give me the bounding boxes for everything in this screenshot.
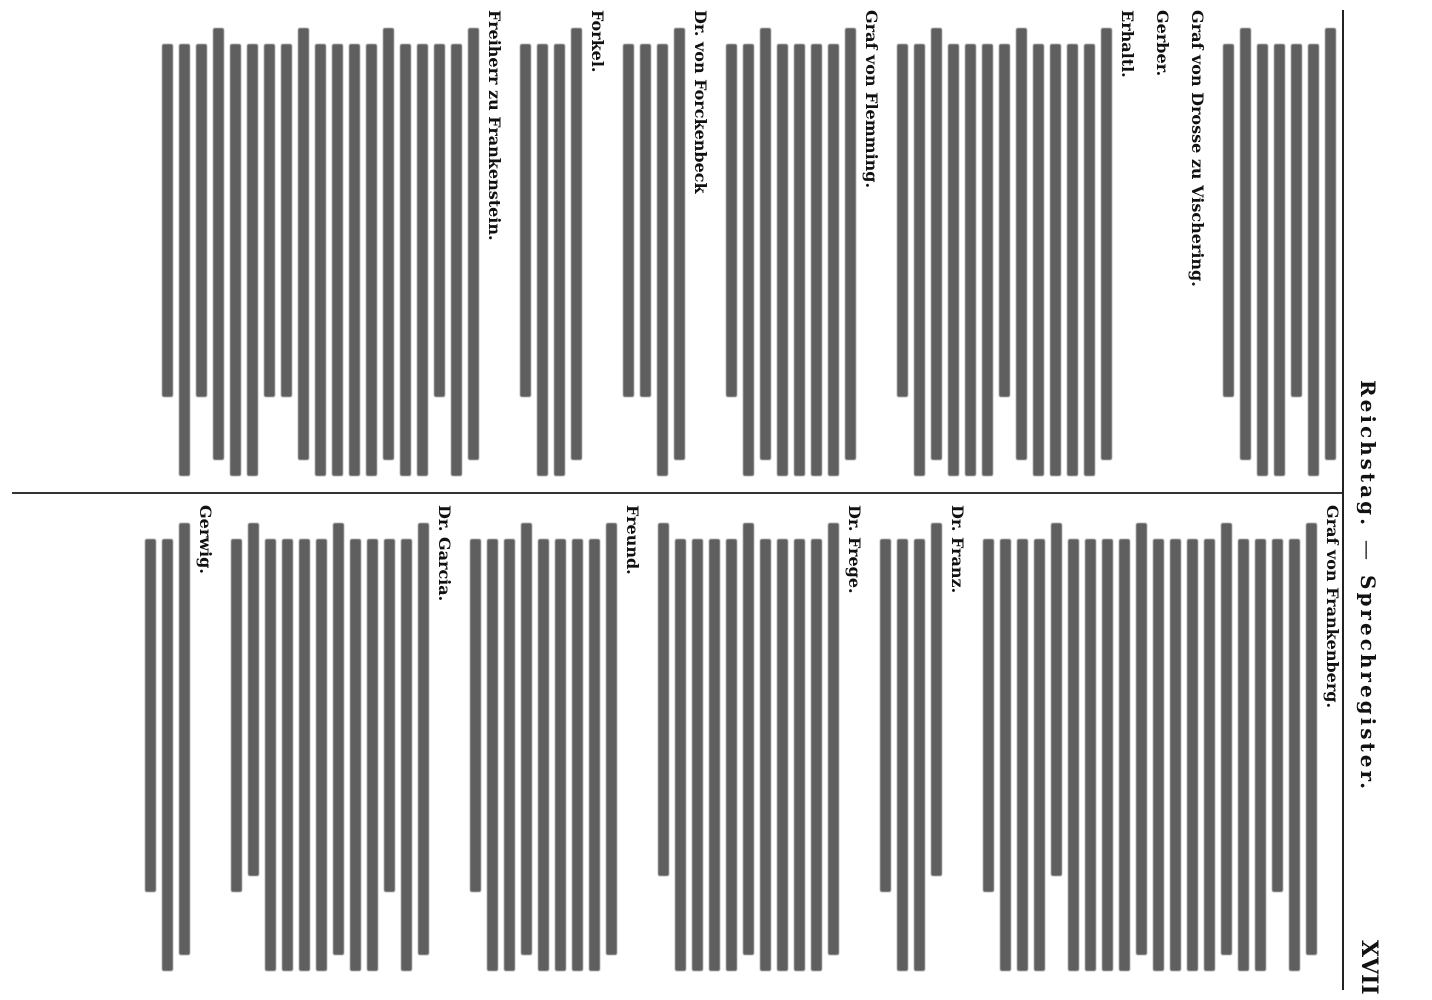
illegible-text-line [1306, 523, 1317, 955]
illegible-text-line [1085, 539, 1096, 971]
illegible-text-line [281, 44, 292, 397]
illegible-text-line [333, 523, 344, 955]
illegible-text-line [230, 44, 241, 476]
illegible-text-line [265, 539, 276, 971]
illegible-text-line [350, 539, 361, 971]
illegible-text-line [1101, 28, 1112, 460]
illegible-text-line [965, 44, 976, 476]
illegible-text-line [162, 44, 173, 397]
entry-name: Dr. Franz. [948, 505, 967, 594]
register-entry [162, 10, 504, 480]
illegible-text-line [1033, 44, 1044, 476]
register-entry [983, 505, 1342, 975]
illegible-text-line [1325, 28, 1336, 460]
illegible-text-line [282, 539, 293, 971]
illegible-text-line [828, 523, 839, 955]
illegible-text-line [1187, 539, 1198, 971]
register-entry [1188, 10, 1207, 480]
register-entry [520, 10, 607, 480]
illegible-text-line [931, 28, 942, 460]
illegible-text-line [315, 44, 326, 476]
illegible-text-line [470, 539, 481, 892]
register-entry [231, 505, 454, 975]
illegible-text-line [828, 44, 839, 476]
illegible-text-line [264, 44, 275, 397]
illegible-text-line [366, 44, 377, 476]
illegible-text-line [248, 523, 259, 876]
entry-name: Erhaltl. [1118, 10, 1137, 78]
illegible-text-line [316, 539, 327, 971]
entry-name: Freund. [623, 505, 642, 575]
illegible-text-line [383, 28, 394, 460]
illegible-text-line [521, 523, 532, 955]
illegible-text-line [162, 539, 173, 971]
left-column [12, 10, 1342, 480]
illegible-text-line [589, 539, 600, 971]
entry-name: Graf von Frankenberg. [1323, 505, 1342, 709]
illegible-text-line [948, 44, 959, 476]
illegible-text-line [726, 44, 737, 397]
right-column [12, 505, 1342, 975]
illegible-text-line [1051, 523, 1062, 876]
illegible-text-line [554, 44, 565, 476]
illegible-text-line [1153, 539, 1164, 971]
illegible-text-line [1223, 44, 1234, 397]
illegible-text-line [367, 539, 378, 971]
illegible-text-line [538, 539, 549, 971]
illegible-text-line [692, 539, 703, 971]
illegible-text-line [1136, 523, 1147, 955]
entry-name: Dr. Garcia. [435, 505, 454, 602]
illegible-text-line [931, 523, 942, 876]
illegible-text-line [726, 539, 737, 971]
entry-name: Dr. von Forckenbeck [691, 10, 710, 194]
running-head-left: Reichstag. [1356, 380, 1380, 529]
illegible-text-line [1170, 539, 1181, 971]
illegible-text-line [743, 44, 754, 476]
illegible-text-line [811, 539, 822, 971]
illegible-text-line [555, 539, 566, 971]
illegible-text-line [606, 523, 617, 955]
illegible-text-line [794, 539, 805, 971]
register-entry [623, 10, 710, 480]
illegible-text-line [1017, 539, 1028, 971]
illegible-text-line [657, 44, 668, 476]
register-entry [1223, 10, 1336, 480]
illegible-text-line [880, 539, 891, 892]
running-head [1350, 0, 1390, 1000]
illegible-text-line [811, 44, 822, 476]
illegible-text-line [487, 539, 498, 971]
entry-name: Freiherr zu Frankenstein. [485, 10, 504, 241]
illegible-text-line [520, 44, 531, 397]
entry-name: Gerwig. [196, 505, 215, 574]
illegible-text-line [1000, 539, 1011, 971]
illegible-text-line [1274, 44, 1285, 476]
illegible-text-line [1221, 523, 1232, 955]
illegible-text-line [145, 539, 156, 892]
illegible-text-line [982, 44, 993, 476]
illegible-text-line [1308, 44, 1319, 476]
illegible-text-line [196, 44, 207, 397]
register-entry [897, 10, 1137, 480]
illegible-text-line [1016, 28, 1027, 460]
illegible-text-line [1255, 539, 1266, 971]
illegible-text-line [845, 28, 856, 460]
illegible-text-line [709, 539, 720, 971]
illegible-text-line [434, 44, 445, 397]
entry-name: Graf von Drosse zu Vischering. [1188, 10, 1207, 287]
column-divider [12, 492, 1342, 494]
illegible-text-line [468, 28, 479, 460]
register-entry [1153, 10, 1172, 480]
illegible-text-line [213, 28, 224, 460]
illegible-text-line [623, 44, 634, 397]
illegible-text-line [777, 539, 788, 971]
illegible-text-line [760, 539, 771, 971]
illegible-text-line [1034, 539, 1045, 971]
illegible-text-line [1238, 539, 1249, 971]
register-entry [880, 505, 967, 975]
illegible-text-line [384, 539, 395, 892]
illegible-text-line [247, 44, 258, 476]
illegible-text-line [400, 44, 411, 476]
entry-name: Gerber. [1153, 10, 1172, 77]
illegible-text-line [658, 523, 669, 876]
illegible-text-line [675, 539, 686, 971]
running-head-dash: — [1356, 540, 1380, 560]
entry-name: Dr. Frege. [845, 505, 864, 594]
entry-name: Forkel. [588, 10, 607, 73]
illegible-text-line [1050, 44, 1061, 476]
illegible-text-line [1289, 539, 1300, 971]
running-head-right: Sprechregister. [1356, 575, 1380, 793]
illegible-text-line [572, 539, 583, 971]
illegible-text-line [897, 539, 908, 971]
illegible-text-line [674, 28, 685, 460]
illegible-text-line [1067, 44, 1078, 476]
illegible-text-line [537, 44, 548, 476]
illegible-text-line [298, 28, 309, 460]
illegible-text-line [418, 523, 429, 955]
illegible-text-line [897, 44, 908, 397]
illegible-text-line [504, 539, 515, 971]
illegible-text-line [760, 28, 771, 460]
register-entry [145, 505, 215, 975]
illegible-text-line [1291, 44, 1302, 397]
illegible-text-line [451, 44, 462, 476]
register-entry [658, 505, 864, 975]
illegible-text-line [983, 539, 994, 892]
illegible-text-line [999, 44, 1010, 397]
illegible-text-line [640, 44, 651, 397]
illegible-text-line [299, 539, 310, 971]
entry-name: Graf von Flemming. [862, 10, 881, 189]
header-rule [1342, 10, 1344, 990]
illegible-text-line [1102, 539, 1113, 971]
illegible-text-line [1068, 539, 1079, 971]
illegible-text-line [743, 523, 754, 955]
illegible-text-line [794, 44, 805, 476]
illegible-text-line [1240, 28, 1251, 460]
illegible-text-line [401, 539, 412, 971]
illegible-text-line [914, 44, 925, 476]
illegible-text-line [332, 44, 343, 476]
illegible-text-line [914, 539, 925, 971]
illegible-text-line [571, 28, 582, 460]
illegible-text-line [1257, 44, 1268, 476]
illegible-text-line [231, 539, 242, 892]
illegible-text-line [179, 523, 190, 955]
page-number: XVII [1356, 940, 1382, 995]
illegible-text-line [1119, 539, 1130, 971]
illegible-text-line [417, 44, 428, 476]
illegible-text-line [1204, 539, 1215, 971]
illegible-text-line [1084, 44, 1095, 476]
illegible-text-line [777, 44, 788, 476]
register-entry [470, 505, 642, 975]
register-entry [726, 10, 881, 480]
illegible-text-line [179, 44, 190, 476]
illegible-text-line [1272, 539, 1283, 892]
illegible-text-line [349, 44, 360, 476]
